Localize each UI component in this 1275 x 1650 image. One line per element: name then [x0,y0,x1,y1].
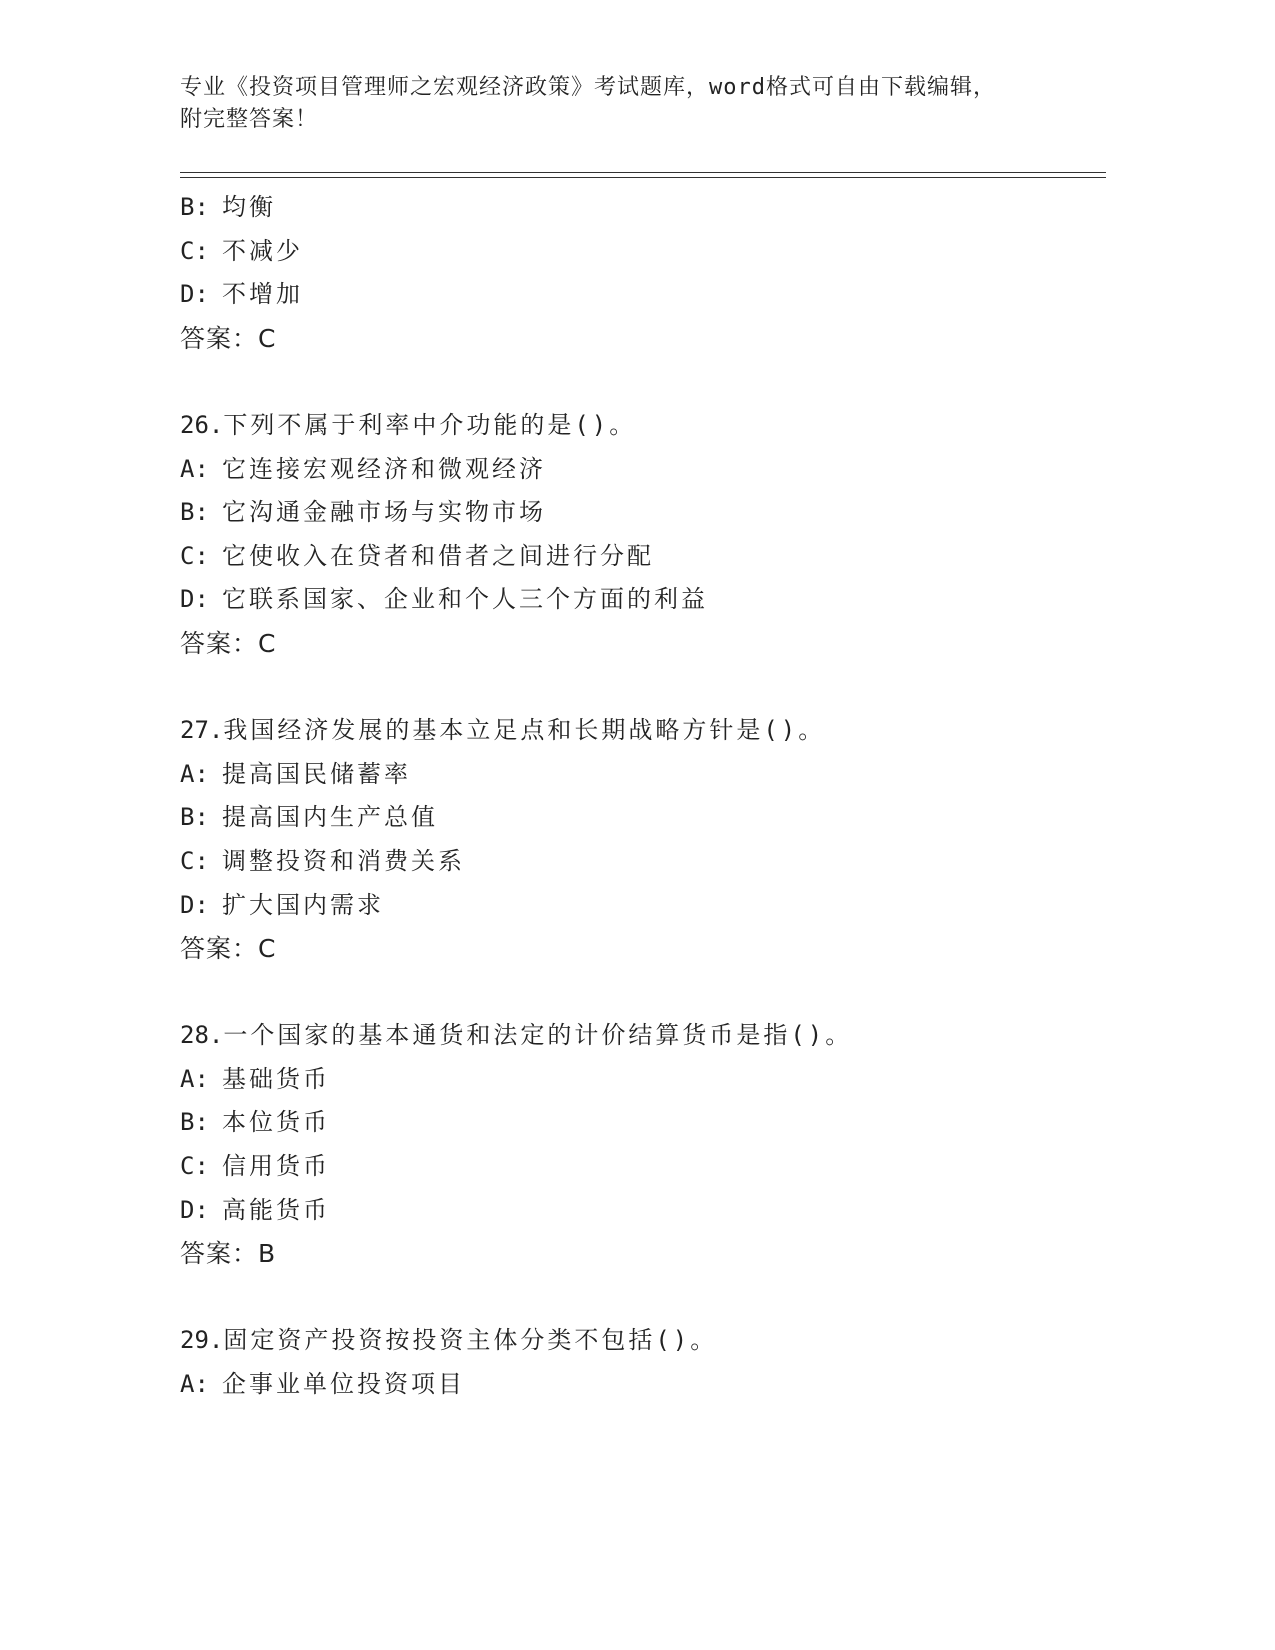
option-line [180,1058,1106,1102]
option-text: 信用货币 [222,1152,330,1181]
option-text: 高能货币 [222,1195,330,1224]
option-line [180,884,1106,928]
option-letter: C: [180,236,209,265]
header-line-1: 专业《投资项目管理师之宏观经济政策》考试题库，word格式可自由下载编辑， [180,75,996,100]
option-line [180,230,1106,274]
question-text: 一个国家的基本通货和法定的计价结算货币是指()。 [223,1021,853,1050]
option-text: 它联系国家、企业和个人三个方面的利益 [222,585,708,614]
header-divider-top [180,172,1106,173]
option-line [180,491,1106,535]
spacer [180,971,1106,1015]
question-text: 下列不属于利率中介功能的是()。 [223,410,637,439]
spacer [180,666,1106,710]
question-stem [180,709,1106,753]
option-line [180,840,1106,884]
option-line [180,535,1106,579]
option-letter: B: [180,193,209,221]
question-number: 29. [180,1326,224,1355]
spacer [180,360,1106,404]
option-letter: B: [180,803,209,832]
option-letter: D: [180,890,209,919]
option-text: 扩大国内需求 [222,890,384,919]
option-text: 均衡 [222,193,276,221]
document-header [180,72,1100,136]
option-letter: A: [180,1064,209,1093]
option-text: 调整投资和消费关系 [222,846,465,875]
option-text: 提高国内生产总值 [222,803,438,832]
question-list [180,186,1106,1407]
option-letter: A: [180,454,209,483]
question-number: 28. [180,1021,224,1050]
question-stem [180,404,1106,448]
option-letter: B: [180,498,209,527]
option-text: 基础货币 [222,1064,330,1093]
option-line [180,1145,1106,1189]
option-line [180,753,1106,797]
option-text: 不减少 [222,236,303,265]
header-line-2: 附完整答案！ [180,107,319,132]
option-line [180,1101,1106,1145]
question-stem [180,1014,1106,1058]
question-text: 固定资产投资按投资主体分类不包括()。 [223,1326,718,1355]
option-letter: D: [180,585,209,614]
option-letter: A: [180,759,209,788]
option-letter: D: [180,1195,209,1224]
option-letter: D: [180,280,209,309]
question-number: 27. [180,716,224,745]
option-text: 提高国民储蓄率 [222,759,411,788]
option-text: 不增加 [222,280,303,309]
answer-line: 答案：C [180,628,277,658]
option-letter: C: [180,541,209,570]
option-letter: A: [180,1370,209,1399]
option-line [180,796,1106,840]
option-letter: C: [180,1152,209,1181]
option-text: 它连接宏观经济和微观经济 [222,454,546,483]
option-line [180,578,1106,622]
option-line [180,1363,1106,1407]
header-divider-bottom [180,177,1106,178]
option-line [180,186,1106,230]
question-stem [180,1319,1106,1363]
answer-line: 答案：C [180,323,277,353]
question-number: 26. [180,410,224,439]
option-text: 它使收入在贷者和借者之间进行分配 [222,541,654,570]
option-text: 本位货币 [222,1108,330,1137]
option-letter: C: [180,846,209,875]
option-text: 它沟通金融市场与实物市场 [222,498,546,527]
answer-line: 答案：B [180,1239,277,1269]
answer-line: 答案：C [180,934,277,964]
option-letter: B: [180,1108,209,1137]
question-text: 我国经济发展的基本立足点和长期战略方针是()。 [223,716,826,745]
option-text: 企事业单位投资项目 [222,1370,465,1399]
spacer [180,1276,1106,1320]
option-line [180,273,1106,317]
option-line [180,448,1106,492]
option-line [180,1189,1106,1233]
